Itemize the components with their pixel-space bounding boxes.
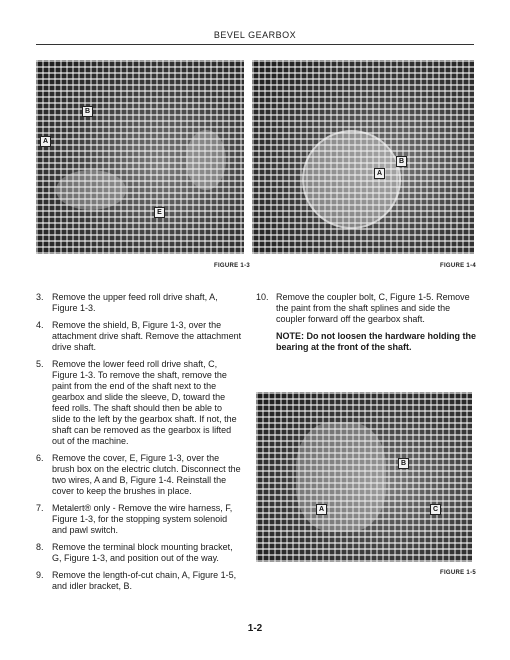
figure-1-3-label: FIGURE 1-3 [214,263,251,269]
figure-1-4-photo [252,60,474,254]
machine-part-shape [296,422,386,532]
list-item: 4. Remove the shield, B, Figure 1-3, over the attachment drive shaft. Remove the attachment drive shaft. [36,320,242,352]
header-rule [36,44,474,45]
gear-disc-shape [302,130,401,229]
machine-part-shape [186,130,226,190]
list-item: 6. Remove the cover, E, Figure 1-3, over the brush box on the electric clutch. Disconnect the two wires, A and B, Figure 1-4. Reinstall the cover to keep the brushes in place. [36,453,241,496]
list-item: 5. Remove the lower feed roll drive shaft, C, Figure 1-3. To remove the shaft, remove the paint from the end of the shaft next to the gearbox and slide the sleeve, D, toward the feed rolls. The shaft should then be able to slide to the left by the gearbox shaft. If not, the shaft can be removed as the gearbox is lifted out of the machine. [36,359,237,446]
list-item: 9. Remove the length-of-cut chain, A, Figure 1-5, and idler bracket, B. [36,570,237,591]
figure-1-4-label: FIGURE 1-4 [440,263,477,269]
callout-b: B [396,156,407,167]
callout-a: A [316,504,327,515]
steps-right-column [256,292,476,353]
callout-a: A [374,168,385,179]
list-item: 3. Remove the upper feed roll drive shaft, A, Figure 1-3. [36,292,218,313]
note-text: NOTE: Do not loosen the hardware holding the bearing at the front of the shaft. [276,331,476,352]
callout-e: E [154,207,165,218]
callout-a: A [40,136,51,147]
list-item: 8. Remove the terminal block mounting bracket, G, Figure 1-3, and position out of the way. [36,542,233,563]
figure-1-3-photo [36,60,244,254]
page-number: 1-2 [247,623,263,634]
figure-1-5-photo [256,392,472,562]
callout-b: B [82,106,93,117]
callout-b: B [398,458,409,469]
figure-1-5-label: FIGURE 1-5 [440,570,477,576]
machine-part-shape [56,170,126,210]
list-item: 7. Metalert® only - Remove the wire harness, F, Figure 1-3, for the stopping system solenoid and pawl switch. [36,503,233,535]
list-item: 10. Remove the coupler bolt, C, Figure 1-5. Remove the paint from the shaft splines and side the coupler forward off the gearbox shaft. [256,292,470,324]
callout-c: C [430,504,441,515]
page-header: BEVEL GEARBOX [213,30,297,40]
steps-left-column [36,292,242,598]
